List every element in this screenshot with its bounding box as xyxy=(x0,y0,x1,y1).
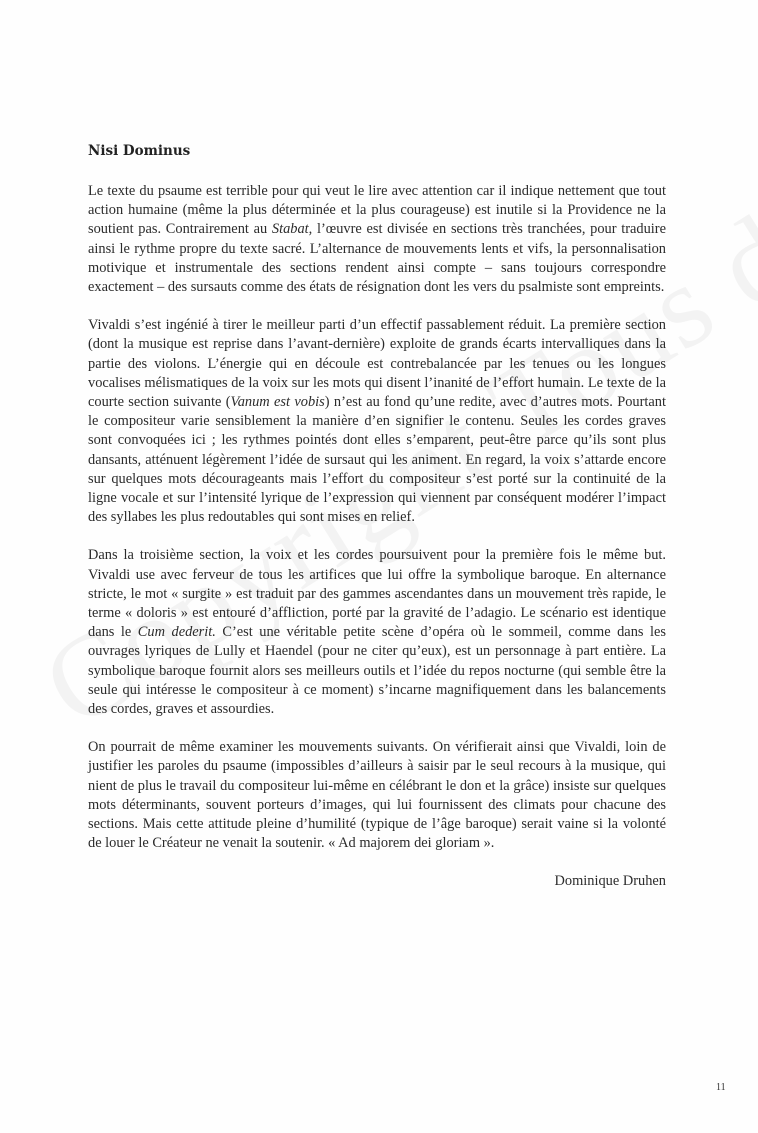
paragraph-3 xyxy=(88,546,666,719)
author-signature: Dominique Druhen xyxy=(554,872,666,889)
text-run: ) n’est au fond qu’une redite, avec d’autres mots. Pourtant le compositeur varie sensiblement la manière d’en signifier le contenu. Seules les cordes graves sont convoquées ici ; les rythmes pointés dont elles s’emparent, peut-être parce qu’ils sont plus dansants, atténuent légèrement l’idée de sursaut qui les animent. En regard, la voix s’attarde encore sur quelques mots décourageants mais l’effort du compositeur s’est porté sur la continuité de la ligne vocale et sur l’intensité lyrique de l’expression qui viennent par conséquent modérer l’impact des syllabes les plus redoutables qui sont mises en relief. xyxy=(88,394,666,526)
italic-title-run: Stabat, xyxy=(271,221,313,238)
paragraph-1 xyxy=(88,182,666,297)
text-run: Le texte du psaume est terrible pour qui veut le lire avec attention car il indique nettement que tout action humaine (même la plus déterminée et la plus courageuse) est inutile si la Providence ne la soutient pas. Contrairement au xyxy=(88,183,666,238)
italic-title-run: Cum dederit. xyxy=(137,624,216,641)
text-run: l’œuvre est divisée en sections très tranchées, pour traduire ainsi le rythme propre du texte sacré. L’alternance de mouvements lents et vifs, la personnalisation motivique et instrumentale des sections rendent ainsi compte – sans toujours correspondre exactement – des sursauts comme des états de résignation dont les vers du psalmiste sont empreints. xyxy=(88,221,666,296)
article-title: Nisi Dominus xyxy=(88,143,191,159)
text-run: Vivaldi s’est ingénié à tirer le meilleur parti d’un effectif passablement réduit. La première section (dont la musique est reprise dans l’avant-dernière) exploite de grands écarts intervalliques dans la partie des violons. L’énergie qui en découle est contrebalancée par les tenues ou les longues vocalises mélismatiques de la voix sur les mots qui disent l’inanité de l’effort humain. Le texte de la courte section suivante ( xyxy=(88,317,666,411)
article-body xyxy=(88,143,666,890)
paragraph-2 xyxy=(88,316,666,527)
text-run: C’est une véritable petite scène d’opéra où le sommeil, comme dans les ouvrages lyriques de Lully et Haendel (pour ne citer qu’eux), est un personnage à part entière. La symbolique baroque fournit alors ses meilleurs outils et l’idée du repos nocturne (qui semble être la seule qui intéresse le compositeur à ce moment) s’incarne magnifiquement dans les balancements des cordes, graves et assourdies. xyxy=(88,624,666,718)
text-run: Dans la troisième section, la voix et les cordes poursuivent pour la première fois le même but. Vivaldi use avec ferveur de tous les artifices que lui offre la symbolique baroque. En alternance stricte, le mot « surgite » est traduit par des gammes ascendantes dans un mouvement très rapide, le terme « doloris » est entouré d’affliction, porté par la gravité de l’adagio. Le scénario est identique dans le xyxy=(88,547,666,641)
italic-title-run: Vanum est vobis xyxy=(230,394,325,411)
page-number: 11 xyxy=(716,1082,726,1093)
paragraph-4 xyxy=(88,738,666,853)
text-run: On pourrait de même examiner les mouvements suivants. On vérifierait ainsi que Vivaldi, loin de justifier les paroles du psaume (impossibles d’ailleurs à saisir par le seul recours à la musique, qui nient de plus le travail du compositeur lui-même en célébrant le don et la grâce) insiste sur quelques mots déterminants, souvent porteurs d’images, qui lui fournissent des climats pour chacune des sections. Mais cette attitude pleine d’humilité (typique de l’âge baroque) serait vaine si la volonté de louer le Créateur ne venait la soutenir. « Ad majorem dei gloriam ». xyxy=(88,739,666,852)
